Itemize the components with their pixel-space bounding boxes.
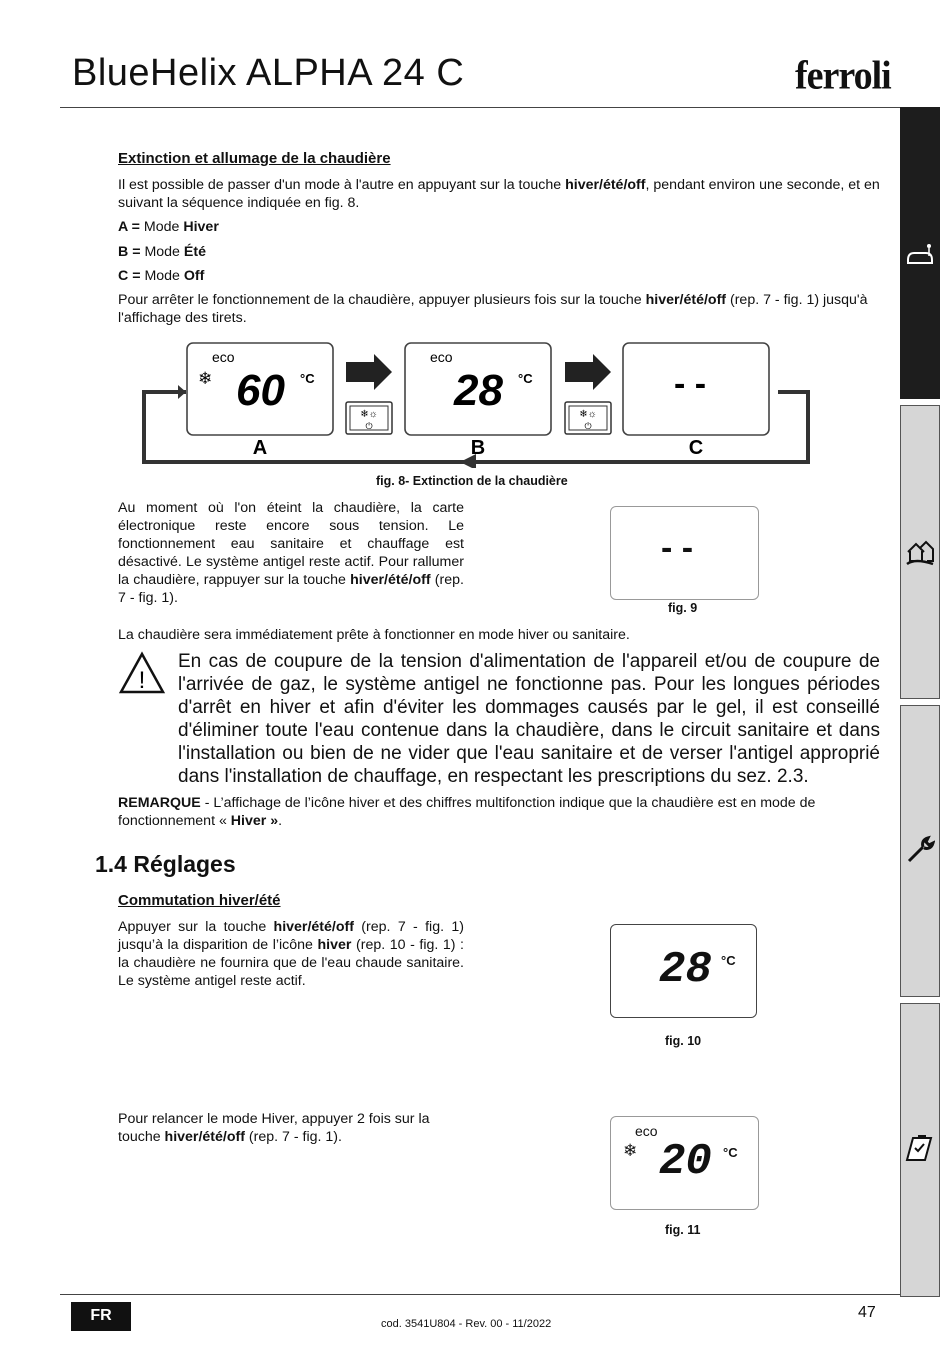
mode-c-line: C = Mode Off	[118, 268, 205, 284]
summer-paragraph: Appuyer sur la touche hiver/été/off (rep. 7 - fig. 1) jusqu’à la disparition de l’icône hiver (rep. 10 - fig. 1) : la chaudière ne fournira que de l'eau chaude sanitaire. Le système antigel reste actif.	[118, 919, 464, 989]
display-value: - -	[674, 365, 707, 403]
unit-label: °C	[721, 953, 736, 968]
eco-label: eco	[430, 349, 453, 365]
fig9-display	[610, 506, 759, 600]
fig11-caption: fig. 11	[665, 1223, 701, 1237]
page-number: 47	[858, 1304, 876, 1321]
side-tab-specs[interactable]	[900, 1003, 940, 1297]
mode-b-line: B = Mode Été	[118, 244, 206, 260]
warning-text: En cas de coupure de la tension d'alimentation de l'appareil et/ou de coupure de l'arrivée de gaz, le système antigel ne fonctionne pas. Pour les longues périodes d'arrêt en hiver et afin d'éviter les dommages causés par le gel, il est conseillé d'éliminer toute l'eau contenue dans la chaudière, dans le circuit sanitaire et dans l'installation ou bien de ne vider que l'eau sanitaire et de verser l'antigel approprié dans l'installation de chauffage, en respectant les prescriptions du sez. 2.3.	[178, 651, 880, 787]
installer-house-icon	[905, 536, 935, 566]
display-label-a: A	[252, 437, 268, 459]
fig8-diagram	[138, 340, 818, 468]
display-value: - -	[661, 529, 694, 567]
warning-triangle-icon	[118, 651, 166, 695]
section-heading: Extinction et allumage de la chaudière	[118, 150, 391, 167]
svg-text:!: !	[138, 667, 146, 694]
svg-text:⏻: ⏻	[365, 421, 373, 431]
display-value: 60	[236, 366, 285, 415]
unit-label: °C	[518, 371, 533, 386]
display-value: 28	[454, 366, 503, 415]
svg-text:❄☼: ❄☼	[360, 409, 378, 420]
display-label-c: C	[688, 437, 704, 459]
fig10-caption: fig. 10	[665, 1034, 702, 1048]
intro-paragraph: Il est possible de passer d'un mode à l'autre en appuyant sur la touche hiver/été/off, pendant environ une seconde, et en suivant la séquence indiquée en fig. 8.	[118, 177, 880, 211]
winter-paragraph: Pour relancer le mode Hiver, appuyer 2 fois sur la touche hiver/été/off (rep. 7 - fig. 1).	[118, 1111, 430, 1145]
document-title: BlueHelix ALPHA 24 C	[72, 52, 465, 94]
off-paragraph: Au moment où l'on éteint la chaudière, la carte électronique reste encore sous tension. Le fonctionnement eau sanitaire et chauffage est désactivé. Le système antigel reste actif. Pour rallumer la chaudière, rappuyer sur la touche hiver/été/off (rep. 7 - fig. 1).	[118, 500, 464, 606]
fig9-caption: fig. 9	[668, 601, 698, 615]
mode-a-line: A = Mode Hiver	[118, 219, 219, 235]
remark-paragraph: REMARQUE - L’affichage de l’icône hiver et des chiffres multifonction indique que la chaudière est en mode de fonctionnement « Hiver ».	[118, 795, 816, 829]
display-label-b: B	[470, 437, 486, 459]
header-rule	[60, 107, 900, 108]
ferroli-logo: ferroli	[795, 53, 891, 99]
arrow-right-icon	[565, 354, 611, 390]
side-tab-user[interactable]	[900, 107, 940, 399]
stop-paragraph: Pour arrêter le fonctionnement de la chaudière, appuyer plusieurs fois sur la touche hiver/été/off (rep. 7 - fig. 1) jusqu'à l'affichage des tirets.	[118, 292, 868, 326]
eco-label: eco	[212, 349, 235, 365]
user-sofa-icon	[905, 240, 935, 270]
wrench-icon	[905, 834, 935, 864]
subsection-heading: Commutation hiver/été	[118, 892, 281, 909]
arrow-right-icon	[346, 354, 392, 390]
language-badge: FR	[71, 1302, 131, 1331]
ready-line: La chaudière sera immédiatement prête à fonctionner en mode hiver ou sanitaire.	[118, 627, 630, 643]
unit-label: °C	[723, 1145, 738, 1160]
display-value: 28	[659, 945, 712, 995]
side-tab-service[interactable]	[900, 705, 940, 997]
footer-rule	[60, 1294, 900, 1295]
fig11-display	[610, 1116, 759, 1210]
snowflake-icon: ❄	[623, 1141, 638, 1160]
hiver-ete-off-button-icon	[565, 402, 611, 434]
fig10-display	[610, 924, 757, 1018]
unit-label: °C	[300, 371, 315, 386]
fig8-caption: fig. 8- Extinction de la chaudière	[376, 474, 568, 488]
hiver-ete-off-button-icon	[346, 402, 392, 434]
document-code: cod. 3541U804 - Rev. 00 - 11/2022	[381, 1318, 552, 1330]
svg-text:❄☼: ❄☼	[579, 409, 597, 420]
clipboard-icon	[905, 1134, 935, 1164]
section-title: 1.4 Réglages	[95, 851, 236, 877]
eco-label: eco	[635, 1123, 658, 1139]
side-tab-installer[interactable]	[900, 405, 940, 699]
display-value: 20	[659, 1137, 712, 1187]
svg-text:⏻: ⏻	[584, 421, 592, 431]
snowflake-icon: ❄	[198, 369, 213, 388]
